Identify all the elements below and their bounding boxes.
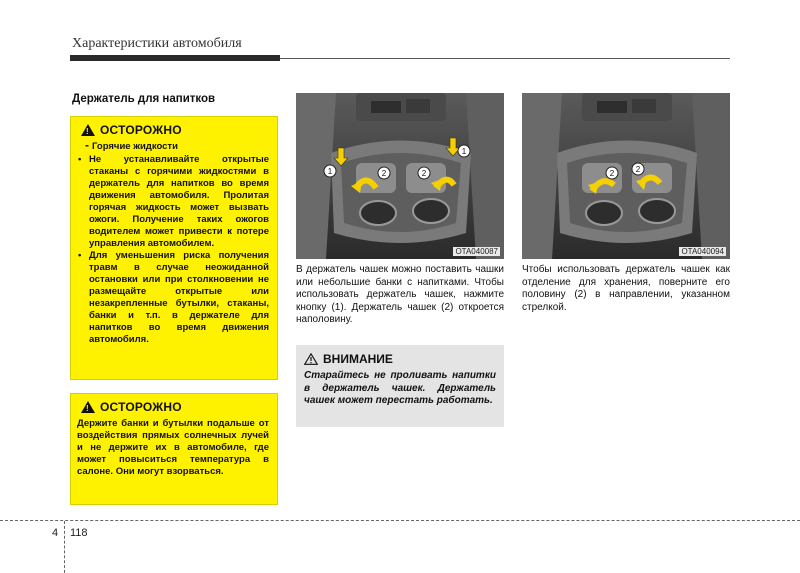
body-text-2: Чтобы использовать держатель чашек как отделение для хранения, поверните его половину (2) в направлении, указанном стрелкой.	[522, 264, 730, 313]
header-title: Характеристики автомобиля	[72, 36, 242, 51]
warning-heading	[81, 400, 277, 414]
notice-text: Старайтесь не проливать напитки в держатель чашек. Держатель чашек может перестать работать.	[304, 370, 496, 406]
footer-vertical-line	[64, 521, 65, 573]
warning-box-sunlight	[70, 393, 278, 505]
photo-code: OTA040087	[455, 247, 498, 256]
warning-subtitle: Горячие жидкости	[92, 141, 178, 152]
callout-2: 2	[609, 169, 615, 178]
callout-2: 2	[381, 169, 387, 178]
warning-list	[77, 154, 269, 346]
warning-item: • Для уменьшения риска получения травм в случае неожиданной остановки или при столкновении не размещайте открытые или незакрепленные бутылки, стаканы, банки и т.п. в держателе для напитков во время движения автомобиля.	[77, 250, 269, 346]
warning-heading	[81, 123, 277, 137]
callout-2: 2	[635, 165, 641, 174]
cup-holder-photo-1	[296, 93, 504, 259]
callout-1: 1	[327, 167, 333, 176]
warning-box-hot-liquids	[70, 116, 278, 380]
page-number: 118	[70, 527, 88, 539]
warning-label: ОСТОРОЖНО	[100, 123, 182, 137]
footer-dashed-line	[0, 520, 800, 521]
chapter-number: 4	[52, 527, 59, 539]
callout-2: 2	[421, 169, 427, 178]
caution-icon	[304, 353, 318, 365]
warning-icon: !	[81, 401, 95, 413]
warning-text: Держите банки и бутылки подальше от воздействия прямых солнечных лучей и не держите их в автомобиле, где может повыситься температура в салоне. Они могут взорваться.	[77, 418, 269, 477]
warning-item: • Не устанавливайте открытые стаканы с горячими жидкостями в держатель для напитков во время движения автомобиля. Пролитая горячая жидкость может вызвать ожоги. Получение таких ожогов водителем может привести к потере управления автомобилем.	[77, 154, 269, 250]
section-title: Держатель для напитков	[72, 93, 216, 105]
warning-label: ОСТОРОЖНО	[100, 400, 182, 414]
callout-1: 1	[461, 147, 467, 156]
warning-subtitle-row: - Горячие жидкости	[85, 138, 178, 152]
body-text-1: В держатель чашек можно поставить чашки или небольшие банки с напитками. Чтобы использовать держатель чашек, нажмите кнопку (1). Держатель чашек (2) откроется наполовину.	[296, 264, 504, 325]
photo-code: OTA040094	[681, 247, 724, 256]
warning-icon: !	[81, 124, 95, 136]
header-rule-thin	[280, 58, 730, 59]
header-rule-thick	[70, 55, 280, 61]
notice-heading	[304, 352, 504, 366]
notice-label: ВНИМАНИЕ	[323, 352, 393, 366]
cup-holder-photo-2	[522, 93, 730, 259]
notice-box	[296, 345, 504, 427]
